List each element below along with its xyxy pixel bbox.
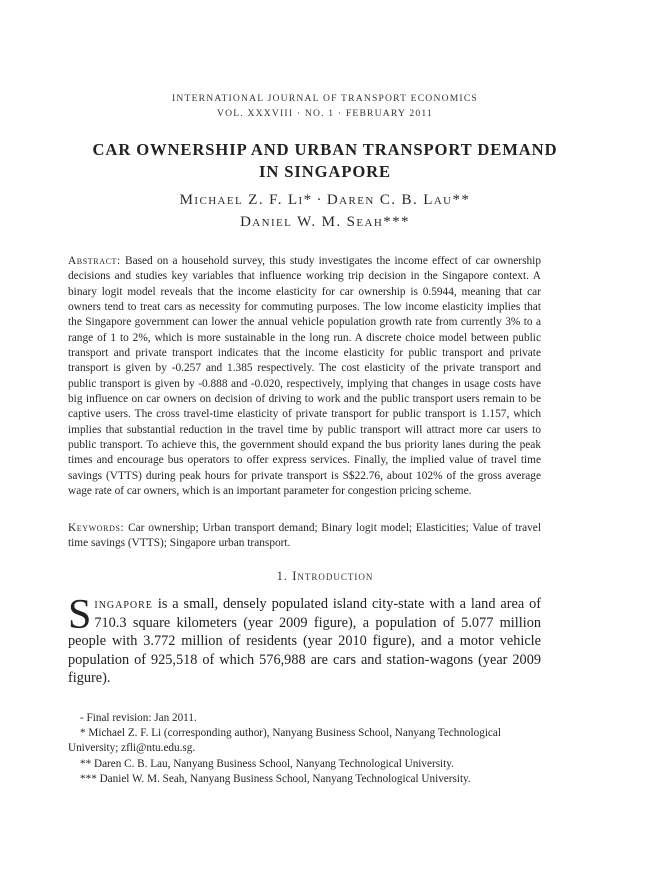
authors-line2 <box>60 214 590 231</box>
footnote-author2: ** Daren C. B. Lau, Nanyang Business School, Nanyang Technological University. <box>80 757 454 770</box>
abstract <box>68 254 541 500</box>
section-heading <box>0 569 650 584</box>
author-lau: Daren C. B. Lau** <box>326 192 471 208</box>
paper-title-line2: IN SINGAPORE <box>258 162 392 181</box>
keywords <box>68 521 541 552</box>
paper-title <box>60 139 590 183</box>
intro-lead-word: ingapore <box>94 596 153 612</box>
intro-text: is a small, densely populated island city-state with a land area of 710.3 square kilometers (year 2009 figure), a population of 5.077 million people with 3.772 million of residents (year 2010 figure), and a motor vehicle population of 925,518 of which 576,988 are cars and station-wagons (year 2009 figure). <box>68 596 541 687</box>
section-number: 1. <box>276 569 289 583</box>
footnote-author1: * Michael Z. F. Li (corresponding author), Nanyang Business School, Nanyang Technological University; zfli@ntu.edu.sg. <box>68 727 501 755</box>
intro-paragraph <box>68 592 541 688</box>
author-separator: · <box>316 192 323 208</box>
footnote-author3: *** Daniel W. M. Seah, Nanyang Business School, Nanyang Technological University. <box>80 772 471 785</box>
section-title: Introduction <box>292 569 374 583</box>
keywords-label: Keywords: <box>68 522 125 534</box>
journal-name: INTERNATIONAL JOURNAL OF TRANSPORT ECONOMICS <box>172 93 478 104</box>
journal-issue: VOL. XXXVIII · NO. 1 · FEBRUARY 2011 <box>217 108 433 119</box>
author-li: Michael Z. F. Li* <box>179 192 313 208</box>
footnote-revision: - Final revision: Jan 2011. <box>80 712 197 724</box>
drop-cap: S <box>68 592 92 638</box>
authors-line1 <box>60 192 590 209</box>
footnotes <box>68 711 541 787</box>
abstract-label: Abstract: <box>68 255 121 267</box>
author-seah: Daniel W. M. Seah*** <box>240 214 410 230</box>
paper-title-line1: CAR OWNERSHIP AND URBAN TRANSPORT DEMAND <box>92 140 558 159</box>
abstract-text: Based on a household survey, this study investigates the income effect of car ownership decisions and studies key variables that influence working trip decision in the Singapore context. A binary logit model reveals that the income elasticity for car ownership is 0.5944, meaning that car owners tend to treat cars as necessity for commuting purposes. The low income elasticity implies that the Singapore government can lower the annual vehicle population growth rate from currently 3% to a range of 1 to 2%, which is more sustainable in the long run. A discrete choice model between public transport and private transport indicates that the income elasticity for public transport and private transport is given by -0.257 and 1.385 respectively. The cost elasticity of the private transport and public transport is given by -0.888 and -0.020, respectively, implying that changes in usage costs have big influence on car owners on decision of driving to work and the public transport users remain to be captive users. The cross travel-time elasticity of private transport for public transport is 1.157, which implies that substantial reduction in the travel time by public transport will attract more car users to public transport. To achieve this, the government should expand the bus priority lanes during the peak times and encourage bus operators to offer express services. Finally, the implied value of travel time savings (VTTS) during peak hours for private transport is S$22.76, about 102% of the gross average wage rate of car owners, which is an important parameter for congestion pricing scheme. <box>68 255 541 498</box>
keywords-text: Car ownership; Urban transport demand; Binary logit model; Elasticities; Value of travel time savings (VTTS); Singapore urban transport. <box>68 522 541 550</box>
